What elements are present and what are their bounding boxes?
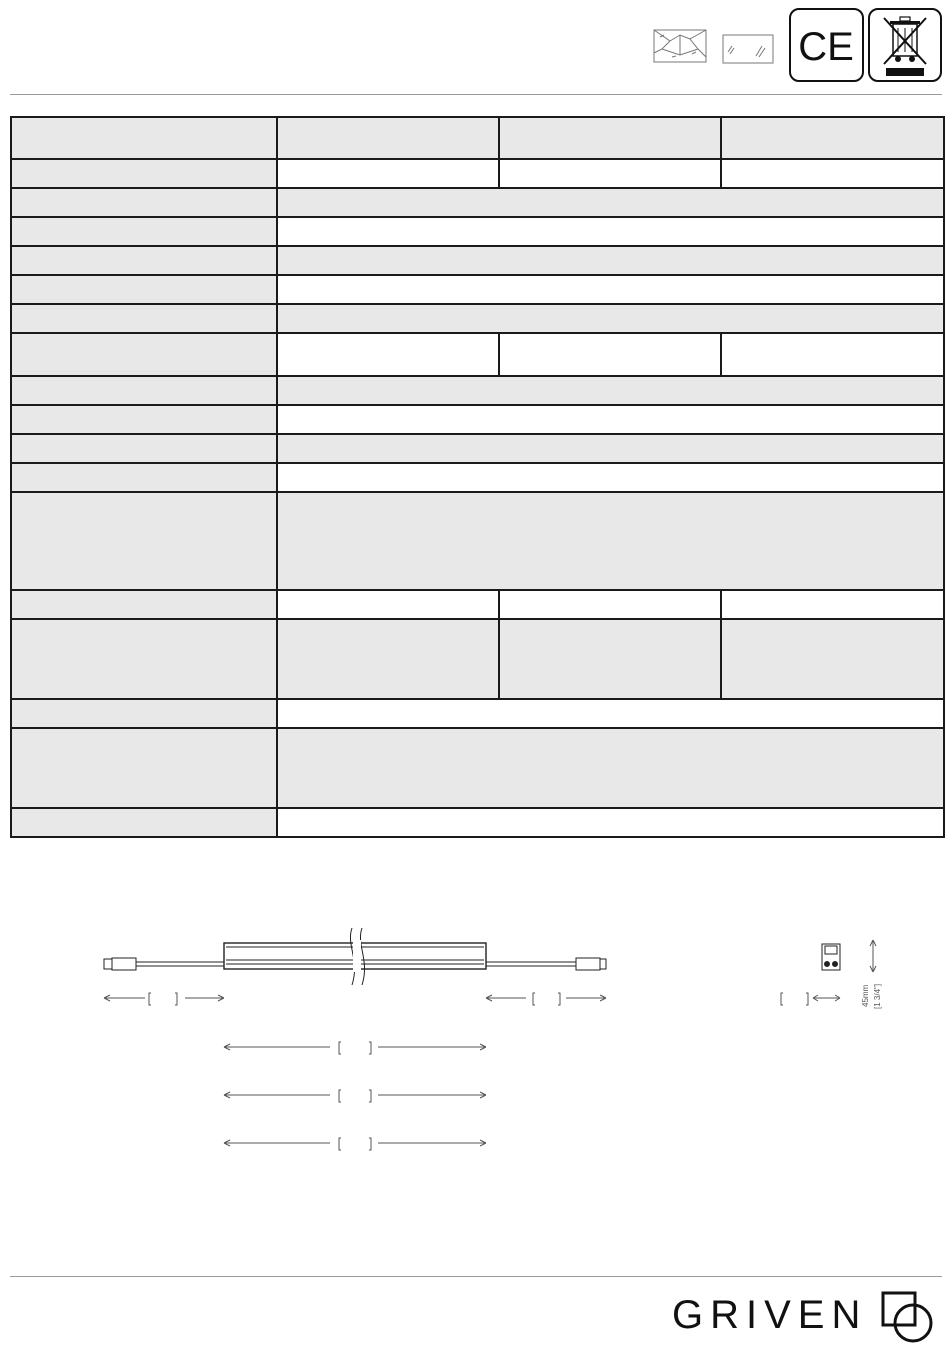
table-row bbox=[11, 434, 944, 463]
header-rule bbox=[10, 94, 942, 95]
table-row bbox=[11, 728, 944, 808]
height-dimension-label: 45mm bbox=[861, 984, 870, 1007]
table-cell bbox=[11, 808, 277, 837]
table-cell bbox=[11, 405, 277, 434]
griven-logo-icon bbox=[880, 1290, 936, 1346]
table-row bbox=[11, 699, 944, 728]
table-cell bbox=[11, 275, 277, 304]
technical-drawing bbox=[0, 900, 950, 1180]
table-cell bbox=[277, 492, 944, 590]
shatterproof-glass-icon bbox=[652, 27, 708, 65]
table-cell bbox=[11, 463, 277, 492]
table-cell bbox=[721, 333, 944, 376]
table-row bbox=[11, 463, 944, 492]
table-cell bbox=[11, 217, 277, 246]
svg-text:CE: CE bbox=[798, 25, 854, 69]
table-cell bbox=[721, 117, 944, 159]
table-row bbox=[11, 405, 944, 434]
table-cell bbox=[499, 333, 721, 376]
table-cell bbox=[721, 159, 944, 188]
ce-mark-icon bbox=[789, 8, 864, 82]
table-cell bbox=[721, 619, 944, 699]
table-row bbox=[11, 590, 944, 619]
table-cell bbox=[277, 217, 944, 246]
table-cell bbox=[11, 376, 277, 405]
table-cell bbox=[277, 159, 499, 188]
table-cell bbox=[499, 159, 721, 188]
table-cell bbox=[277, 188, 944, 217]
table-cell bbox=[11, 117, 277, 159]
table-cell bbox=[277, 619, 499, 699]
table-row bbox=[11, 217, 944, 246]
table-row bbox=[11, 275, 944, 304]
table-cell bbox=[277, 808, 944, 837]
table-row bbox=[11, 304, 944, 333]
table-cell bbox=[277, 590, 499, 619]
height-dimension-imperial: [1 3/4"] bbox=[873, 983, 882, 1009]
table-cell bbox=[277, 117, 499, 159]
table-row bbox=[11, 619, 944, 699]
table-cell bbox=[11, 699, 277, 728]
brand-wordmark: GRIVEN bbox=[672, 1293, 868, 1337]
footer-rule bbox=[10, 1276, 942, 1277]
table-cell bbox=[11, 492, 277, 590]
table-cell bbox=[277, 304, 944, 333]
table-cell bbox=[11, 304, 277, 333]
table-cell bbox=[277, 699, 944, 728]
dimension-lines bbox=[104, 993, 606, 1150]
glass-panel-icon bbox=[722, 34, 774, 64]
table-row bbox=[11, 333, 944, 376]
table-cell bbox=[11, 188, 277, 217]
table-cell bbox=[11, 728, 277, 808]
table-row bbox=[11, 376, 944, 405]
table-cell bbox=[277, 275, 944, 304]
table-header-row bbox=[11, 117, 944, 159]
table-row bbox=[11, 808, 944, 837]
table-cell bbox=[11, 619, 277, 699]
table-cell bbox=[11, 434, 277, 463]
table-row bbox=[11, 159, 944, 188]
table-row bbox=[11, 246, 944, 275]
table-cell bbox=[721, 590, 944, 619]
table-row bbox=[11, 492, 944, 590]
table-cell bbox=[11, 590, 277, 619]
table-cell bbox=[499, 619, 721, 699]
table-cell bbox=[277, 376, 944, 405]
table-cell bbox=[11, 333, 277, 376]
table-cell bbox=[277, 728, 944, 808]
table-cell bbox=[277, 333, 499, 376]
table-cell bbox=[11, 246, 277, 275]
weee-bin-icon bbox=[868, 8, 942, 82]
table-cell bbox=[277, 246, 944, 275]
table-cell bbox=[277, 434, 944, 463]
table-cell bbox=[277, 405, 944, 434]
spec-table bbox=[10, 116, 945, 838]
table-cell bbox=[499, 117, 721, 159]
table-cell bbox=[499, 590, 721, 619]
table-cell bbox=[277, 463, 944, 492]
table-row bbox=[11, 188, 944, 217]
table-cell bbox=[11, 159, 277, 188]
lamp-profile-side bbox=[104, 928, 606, 985]
